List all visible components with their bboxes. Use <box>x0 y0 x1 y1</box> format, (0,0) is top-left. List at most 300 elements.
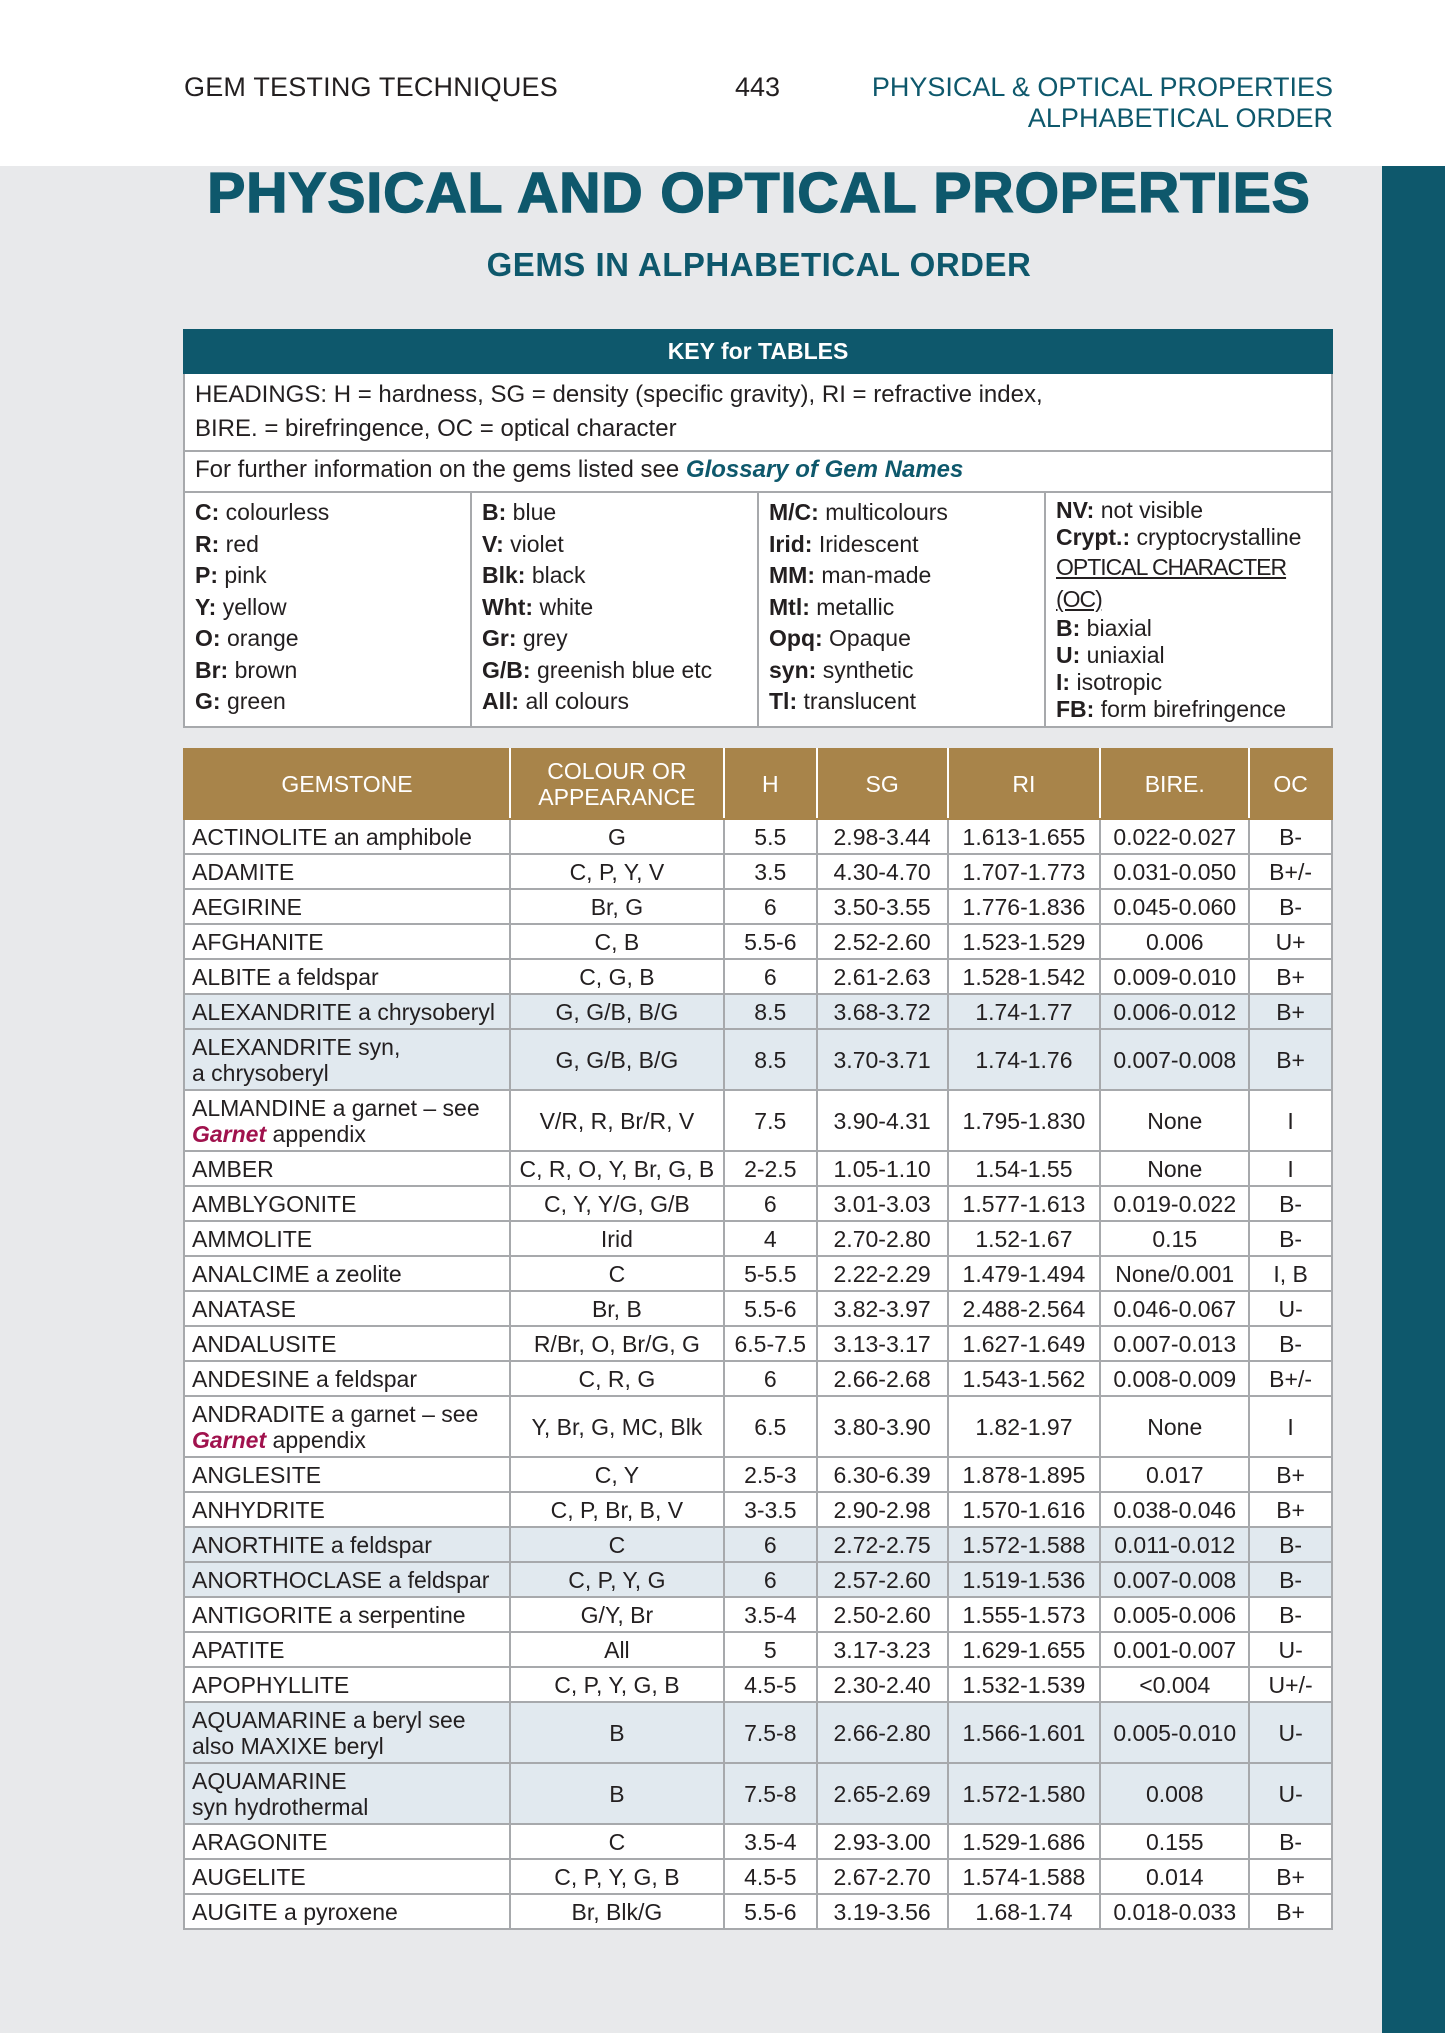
legend-meaning: greenish blue etc <box>536 656 713 683</box>
header-gemstone: GEMSTONE <box>184 749 510 819</box>
bire-cell: 0.005-0.010 <box>1100 1702 1249 1763</box>
bire-cell: 0.007-0.008 <box>1100 1562 1249 1597</box>
oc-cell: B- <box>1249 1186 1332 1221</box>
gem-name-cell <box>184 1186 510 1221</box>
legend-entry <box>769 655 1034 687</box>
legend-column-4 <box>1045 492 1332 727</box>
hardness-cell: 7.5-8 <box>724 1702 817 1763</box>
legend-abbr: Irid: <box>769 530 813 557</box>
legend-column-2 <box>471 492 758 727</box>
hardness-cell: 8.5 <box>724 994 817 1029</box>
gem-name-cell <box>184 1562 510 1597</box>
hardness-cell: 3-3.5 <box>724 1492 817 1527</box>
page-title: PHYSICAL AND OPTICAL PROPERTIES <box>207 161 1311 225</box>
legend-entry <box>769 592 1034 624</box>
colour-cell: C, Y, Y/G, G/B <box>510 1186 724 1221</box>
gem-name: ANATASE <box>192 1295 296 1322</box>
legend-column-1 <box>184 492 471 727</box>
gem-row <box>184 1763 1332 1824</box>
legend-abbr: G: <box>195 688 221 714</box>
ri-cell: 1.795-1.830 <box>948 1090 1101 1151</box>
section-line-2: ALPHABETICAL ORDER <box>1027 103 1333 133</box>
legend-abbr: Blk: <box>482 562 526 588</box>
gem-row <box>184 1894 1332 1929</box>
colour-cell: C <box>510 1527 724 1562</box>
bire-cell: 0.045-0.060 <box>1100 889 1249 924</box>
oc-cell: U+ <box>1249 924 1332 959</box>
ri-cell: 1.529-1.686 <box>948 1824 1101 1859</box>
bire-cell: 0.005-0.006 <box>1100 1597 1249 1632</box>
sg-cell: 2.65-2.69 <box>817 1763 948 1824</box>
legend-entry <box>482 560 747 592</box>
sg-cell: 2.93-3.00 <box>817 1824 948 1859</box>
ri-cell: 1.627-1.649 <box>948 1326 1101 1361</box>
gem-row <box>184 1186 1332 1221</box>
sg-cell: 6.30-6.39 <box>817 1457 948 1492</box>
legend-abbr: G/B: <box>482 656 531 683</box>
hardness-cell: 4.5-5 <box>724 1859 817 1894</box>
gem-row <box>184 819 1332 854</box>
gem-name-cell <box>184 1597 510 1632</box>
colour-cell: C, P, Y, V <box>510 854 724 889</box>
legend-abbr: Br: <box>195 656 229 683</box>
legend-abbr: O: <box>195 625 221 651</box>
legend-abbr: Crypt.: <box>1056 524 1131 550</box>
sg-cell: 2.66-2.80 <box>817 1702 948 1763</box>
gem-name: APOPHYLLITE <box>192 1671 350 1698</box>
legend-meaning: violet <box>510 530 564 557</box>
legend-abbr: U: <box>1056 642 1081 668</box>
legend-meaning: brown <box>234 656 298 683</box>
ri-cell: 1.572-1.588 <box>948 1527 1101 1562</box>
gem-name: AQUAMARINE <box>192 1767 347 1794</box>
sg-cell: 2.61-2.63 <box>817 959 948 994</box>
sg-cell: 3.70-3.71 <box>817 1029 948 1090</box>
optical-character-heading: OPTICAL CHARACTER (OC) <box>1056 554 1287 612</box>
gem-name-cell <box>184 1457 510 1492</box>
colour-cell: C, P, Y, G, B <box>510 1859 724 1894</box>
ri-cell: 1.528-1.542 <box>948 959 1101 994</box>
gem-name: ANORTHOCLASE a feldspar <box>192 1566 490 1593</box>
legend-entry <box>769 529 1034 561</box>
bire-cell: 0.018-0.033 <box>1100 1894 1249 1929</box>
sg-cell: 2.22-2.29 <box>817 1256 948 1291</box>
legend-entry <box>769 497 1034 529</box>
colour-cell: Br, Blk/G <box>510 1894 724 1929</box>
hardness-cell: 7.5 <box>724 1090 817 1151</box>
legend-entry <box>1056 669 1321 696</box>
bire-cell: None/0.001 <box>1100 1256 1249 1291</box>
gem-name-cell <box>184 1702 510 1763</box>
gem-row <box>184 1527 1332 1562</box>
sg-cell: 3.68-3.72 <box>817 994 948 1029</box>
sg-cell: 3.90-4.31 <box>817 1090 948 1151</box>
legend-entry <box>769 560 1034 592</box>
gem-name: APATITE <box>192 1636 285 1663</box>
colour-cell: C, R, G <box>510 1361 724 1396</box>
hardness-cell: 4.5-5 <box>724 1667 817 1702</box>
gem-name-cell <box>184 889 510 924</box>
legend-abbr: P: <box>195 562 218 588</box>
oc-cell: U- <box>1249 1291 1332 1326</box>
colour-cell: C, P, Y, G, B <box>510 1667 724 1702</box>
gem-row <box>184 1256 1332 1291</box>
gem-row <box>184 854 1332 889</box>
colour-cell: C, Y <box>510 1457 724 1492</box>
hardness-cell: 5.5 <box>724 819 817 854</box>
gem-row <box>184 1457 1332 1492</box>
page-edge-tab <box>1382 166 1445 2033</box>
colour-cell: C <box>510 1824 724 1859</box>
colour-cell: G/Y, Br <box>510 1597 724 1632</box>
sg-cell: 3.80-3.90 <box>817 1396 948 1457</box>
oc-cell: I <box>1249 1396 1332 1457</box>
gem-name-line-2: also MAXIXE beryl <box>192 1732 384 1759</box>
further-info-text: For further information on the gems listed see <box>195 456 686 483</box>
oc-cell: B+ <box>1249 959 1332 994</box>
gem-row <box>184 1562 1332 1597</box>
oc-cell: B+ <box>1249 1859 1332 1894</box>
bire-cell: None <box>1100 1151 1249 1186</box>
gem-name: ACTINOLITE an amphibole <box>192 823 472 850</box>
legend-abbr: M/C: <box>769 499 819 525</box>
legend-meaning: grey <box>522 625 568 651</box>
legend-meaning: multicolours <box>825 499 948 525</box>
gem-name-line-2: syn hydrothermal <box>192 1793 369 1820</box>
gem-name: ANORTHITE a feldspar <box>192 1531 432 1558</box>
legend-entry <box>195 497 460 529</box>
legend-entry <box>195 560 460 592</box>
gem-name-cell <box>184 1090 510 1151</box>
legend-meaning: green <box>226 688 286 714</box>
legend-entry <box>195 686 460 718</box>
legend-abbr: All: <box>482 688 520 714</box>
gem-name: ALEXANDRITE syn, <box>192 1033 401 1060</box>
gem-name-cell <box>184 1361 510 1396</box>
gem-row <box>184 1492 1332 1527</box>
gem-name-cell <box>184 1527 510 1562</box>
garnet-appendix-link[interactable]: Garnet <box>192 1120 267 1147</box>
colour-cell: B <box>510 1702 724 1763</box>
legend-entry <box>1056 524 1321 551</box>
hardness-cell: 2-2.5 <box>724 1151 817 1186</box>
bire-cell: 0.007-0.008 <box>1100 1029 1249 1090</box>
ri-cell: 1.82-1.97 <box>948 1396 1101 1457</box>
page-number: 443 <box>735 72 781 102</box>
ri-cell: 1.555-1.573 <box>948 1597 1101 1632</box>
ri-cell: 1.52-1.67 <box>948 1221 1101 1256</box>
gem-name: ARAGONITE <box>192 1828 328 1855</box>
further-info-row <box>184 451 1332 492</box>
colour-cell: B <box>510 1763 724 1824</box>
gem-name-cell <box>184 1894 510 1929</box>
ri-cell: 1.74-1.76 <box>948 1029 1101 1090</box>
legend-abbr: B: <box>482 499 507 525</box>
gem-name: ANGLESITE <box>192 1461 322 1488</box>
bire-cell: None <box>1100 1090 1249 1151</box>
legend-meaning: synthetic <box>822 656 914 683</box>
legend-meaning: metallic <box>816 593 895 620</box>
gem-name: AEGIRINE <box>192 893 302 920</box>
legend-meaning: biaxial <box>1086 615 1152 641</box>
legend-abbr: C: <box>195 499 220 525</box>
sg-cell: 3.17-3.23 <box>817 1632 948 1667</box>
oc-cell: U+/- <box>1249 1667 1332 1702</box>
colour-cell: C, P, Br, B, V <box>510 1492 724 1527</box>
ri-cell: 1.54-1.55 <box>948 1151 1101 1186</box>
bire-cell: 0.022-0.027 <box>1100 819 1249 854</box>
legend-entry <box>1056 642 1321 669</box>
gem-row <box>184 924 1332 959</box>
colour-cell: V/R, R, Br/R, V <box>510 1090 724 1151</box>
gem-name-cell <box>184 1824 510 1859</box>
appendix-suffix: appendix <box>266 1426 366 1453</box>
colour-cell: G, G/B, B/G <box>510 1029 724 1090</box>
legend-meaning: black <box>531 562 586 588</box>
oc-cell: B+ <box>1249 1029 1332 1090</box>
legend-entry <box>482 686 747 718</box>
legend-abbr: Y: <box>195 593 217 620</box>
header-sg: SG <box>817 749 948 819</box>
ri-cell: 1.523-1.529 <box>948 924 1101 959</box>
legend-meaning: translucent <box>803 688 917 714</box>
page-subtitle: GEMS IN ALPHABETICAL ORDER <box>486 246 1032 283</box>
bire-cell: 0.046-0.067 <box>1100 1291 1249 1326</box>
hardness-cell: 6.5-7.5 <box>724 1326 817 1361</box>
header-ri: RI <box>948 749 1101 819</box>
gem-row <box>184 1151 1332 1186</box>
bire-cell: 0.008 <box>1100 1763 1249 1824</box>
gem-row <box>184 1824 1332 1859</box>
legend-abbr: NV: <box>1056 497 1095 523</box>
legend-entry <box>1056 696 1321 723</box>
gem-row <box>184 1029 1332 1090</box>
legend-meaning: man-made <box>821 562 932 588</box>
bire-cell: 0.15 <box>1100 1221 1249 1256</box>
oc-cell: B- <box>1249 1326 1332 1361</box>
ri-cell: 1.707-1.773 <box>948 854 1101 889</box>
section-line-1: PHYSICAL & OPTICAL PROPERTIES <box>871 72 1333 102</box>
sg-cell: 2.57-2.60 <box>817 1562 948 1597</box>
colour-cell: Br, G <box>510 889 724 924</box>
colour-cell: R/Br, O, Br/G, G <box>510 1326 724 1361</box>
legend-entry <box>769 686 1034 718</box>
sg-cell: 2.90-2.98 <box>817 1492 948 1527</box>
gem-name-cell <box>184 1492 510 1527</box>
gem-row <box>184 1667 1332 1702</box>
sg-cell: 2.70-2.80 <box>817 1221 948 1256</box>
gem-name-cell <box>184 1632 510 1667</box>
hardness-cell: 6 <box>724 1361 817 1396</box>
gem-name: ALMANDINE a garnet – see <box>192 1094 480 1121</box>
ri-cell: 1.878-1.895 <box>948 1457 1101 1492</box>
header-h: H <box>724 749 817 819</box>
sg-cell: 2.98-3.44 <box>817 819 948 854</box>
headings-line-1: HEADINGS: H = hardness, SG = density (specific gravity), RI = refractive index, <box>195 381 1043 408</box>
gem-name-line-2: a chrysoberyl <box>192 1059 329 1086</box>
gem-name: AMBLYGONITE <box>192 1190 357 1217</box>
bire-cell: 0.006 <box>1100 924 1249 959</box>
oc-cell: B- <box>1249 889 1332 924</box>
legend-meaning: isotropic <box>1076 669 1163 695</box>
ri-cell: 1.613-1.655 <box>948 819 1101 854</box>
oc-cell: B+/- <box>1249 1361 1332 1396</box>
legend-meaning: orange <box>226 625 299 651</box>
gem-name: AUGELITE <box>192 1863 306 1890</box>
gem-row <box>184 1090 1332 1151</box>
hardness-cell: 3.5-4 <box>724 1597 817 1632</box>
legend-meaning: not visible <box>1100 497 1204 523</box>
legend-meaning: uniaxial <box>1086 642 1165 668</box>
headings-line-2: BIRE. = birefringence, OC = optical character <box>195 415 677 442</box>
gem-table-header-row <box>184 749 1332 819</box>
ri-cell: 1.574-1.588 <box>948 1859 1101 1894</box>
bire-cell: 0.019-0.022 <box>1100 1186 1249 1221</box>
legend-column-3 <box>758 492 1045 727</box>
hardness-cell: 3.5-4 <box>724 1824 817 1859</box>
legend-entry <box>769 623 1034 655</box>
garnet-appendix-link[interactable]: Garnet <box>192 1426 267 1453</box>
ri-cell: 1.532-1.539 <box>948 1667 1101 1702</box>
gem-name: AMBER <box>192 1155 274 1182</box>
colour-cell: C, B <box>510 924 724 959</box>
gem-name: ADAMITE <box>192 858 295 885</box>
legend-meaning: all colours <box>525 688 629 714</box>
oc-cell: U- <box>1249 1702 1332 1763</box>
legend-abbr: FB: <box>1056 696 1095 722</box>
gem-row <box>184 889 1332 924</box>
bire-cell: 0.007-0.013 <box>1100 1326 1249 1361</box>
legend-entry <box>1056 497 1321 524</box>
legend-entry <box>195 655 460 687</box>
sg-cell: 1.05-1.10 <box>817 1151 948 1186</box>
gem-name-cell <box>184 1029 510 1090</box>
hardness-cell: 3.5 <box>724 854 817 889</box>
hardness-cell: 6 <box>724 1186 817 1221</box>
gem-name-cell <box>184 1291 510 1326</box>
sg-cell: 2.66-2.68 <box>817 1361 948 1396</box>
hardness-cell: 8.5 <box>724 1029 817 1090</box>
gem-row <box>184 1361 1332 1396</box>
oc-cell: I, B <box>1249 1256 1332 1291</box>
glossary-link[interactable]: Glossary of Gem Names <box>685 456 964 483</box>
oc-cell: B+ <box>1249 1492 1332 1527</box>
gem-name-cell <box>184 1859 510 1894</box>
gem-name: ANDRADITE a garnet – see <box>192 1400 479 1427</box>
header-oc: OC <box>1249 749 1332 819</box>
sg-cell: 2.72-2.75 <box>817 1527 948 1562</box>
legend-meaning: cryptocrystalline <box>1136 524 1302 550</box>
bire-cell: 0.017 <box>1100 1457 1249 1492</box>
bire-cell: 0.008-0.009 <box>1100 1361 1249 1396</box>
gem-name-cell <box>184 1763 510 1824</box>
sg-cell: 3.13-3.17 <box>817 1326 948 1361</box>
legend-entry <box>195 529 460 561</box>
hardness-cell: 2.5-3 <box>724 1457 817 1492</box>
hardness-cell: 5.5-6 <box>724 1291 817 1326</box>
legend-abbr: Tl: <box>769 688 798 714</box>
legend-entry <box>482 497 747 529</box>
colour-cell: C <box>510 1256 724 1291</box>
legend-meaning: yellow <box>222 593 287 620</box>
oc-cell: B- <box>1249 819 1332 854</box>
bire-cell: 0.031-0.050 <box>1100 854 1249 889</box>
book-title: GEM TESTING TECHNIQUES <box>184 72 558 102</box>
legend-row <box>184 492 1332 727</box>
colour-cell: All <box>510 1632 724 1667</box>
legend-abbr: Gr: <box>482 625 517 651</box>
hardness-cell: 5 <box>724 1632 817 1667</box>
hardness-cell: 5-5.5 <box>724 1256 817 1291</box>
sg-cell: 3.19-3.56 <box>817 1894 948 1929</box>
sg-cell: 2.52-2.60 <box>817 924 948 959</box>
legend-abbr: B: <box>1056 615 1081 641</box>
key-table-header: KEY for TABLES <box>184 330 1332 373</box>
ri-cell: 2.488-2.564 <box>948 1291 1101 1326</box>
sg-cell: 3.01-3.03 <box>817 1186 948 1221</box>
gem-name: AUGITE a pyroxene <box>192 1898 398 1925</box>
gem-name: ANDALUSITE <box>192 1330 337 1357</box>
gem-name: ALBITE a feldspar <box>192 963 379 990</box>
oc-cell: B+ <box>1249 1894 1332 1929</box>
gem-row <box>184 1291 1332 1326</box>
hardness-cell: 6.5 <box>724 1396 817 1457</box>
hardness-cell: 5.5-6 <box>724 924 817 959</box>
bire-cell: 0.038-0.046 <box>1100 1492 1249 1527</box>
colour-cell: C, R, O, Y, Br, G, B <box>510 1151 724 1186</box>
ri-cell: 1.570-1.616 <box>948 1492 1101 1527</box>
gem-name: ANHYDRITE <box>192 1496 325 1523</box>
ri-cell: 1.629-1.655 <box>948 1632 1101 1667</box>
bire-cell: 0.155 <box>1100 1824 1249 1859</box>
oc-cell: B+ <box>1249 1457 1332 1492</box>
oc-cell: B- <box>1249 1562 1332 1597</box>
bire-cell: <0.004 <box>1100 1667 1249 1702</box>
legend-entry <box>482 592 747 624</box>
oc-cell: I <box>1249 1090 1332 1151</box>
ri-cell: 1.577-1.613 <box>948 1186 1101 1221</box>
legend-entry <box>195 592 460 624</box>
gem-name-cell <box>184 1151 510 1186</box>
legend-meaning: form birefringence <box>1100 696 1287 722</box>
gem-row <box>184 994 1332 1029</box>
hardness-cell: 6 <box>724 889 817 924</box>
sg-cell: 2.50-2.60 <box>817 1597 948 1632</box>
ri-cell: 1.74-1.77 <box>948 994 1101 1029</box>
legend-meaning: white <box>539 593 594 620</box>
gem-name: ALEXANDRITE a chrysoberyl <box>192 998 495 1025</box>
legend-abbr: MM: <box>769 562 815 588</box>
gem-row <box>184 1326 1332 1361</box>
gem-properties-table <box>183 748 1333 1930</box>
legend-meaning: colourless <box>225 499 330 525</box>
colour-cell: G <box>510 819 724 854</box>
legend-entry <box>195 623 460 655</box>
sg-cell: 2.67-2.70 <box>817 1859 948 1894</box>
header-bire: BIRE. <box>1100 749 1249 819</box>
legend-abbr: Mtl: <box>769 593 810 620</box>
gem-name: ANTIGORITE a serpentine <box>192 1601 466 1628</box>
legend-meaning: red <box>225 530 259 557</box>
gem-name-cell <box>184 1667 510 1702</box>
ri-cell: 1.566-1.601 <box>948 1702 1101 1763</box>
legend-abbr: V: <box>482 530 504 557</box>
gem-row <box>184 1859 1332 1894</box>
sg-cell: 3.82-3.97 <box>817 1291 948 1326</box>
gem-name-cell <box>184 959 510 994</box>
bire-cell: 0.011-0.012 <box>1100 1527 1249 1562</box>
gem-name-cell <box>184 1256 510 1291</box>
